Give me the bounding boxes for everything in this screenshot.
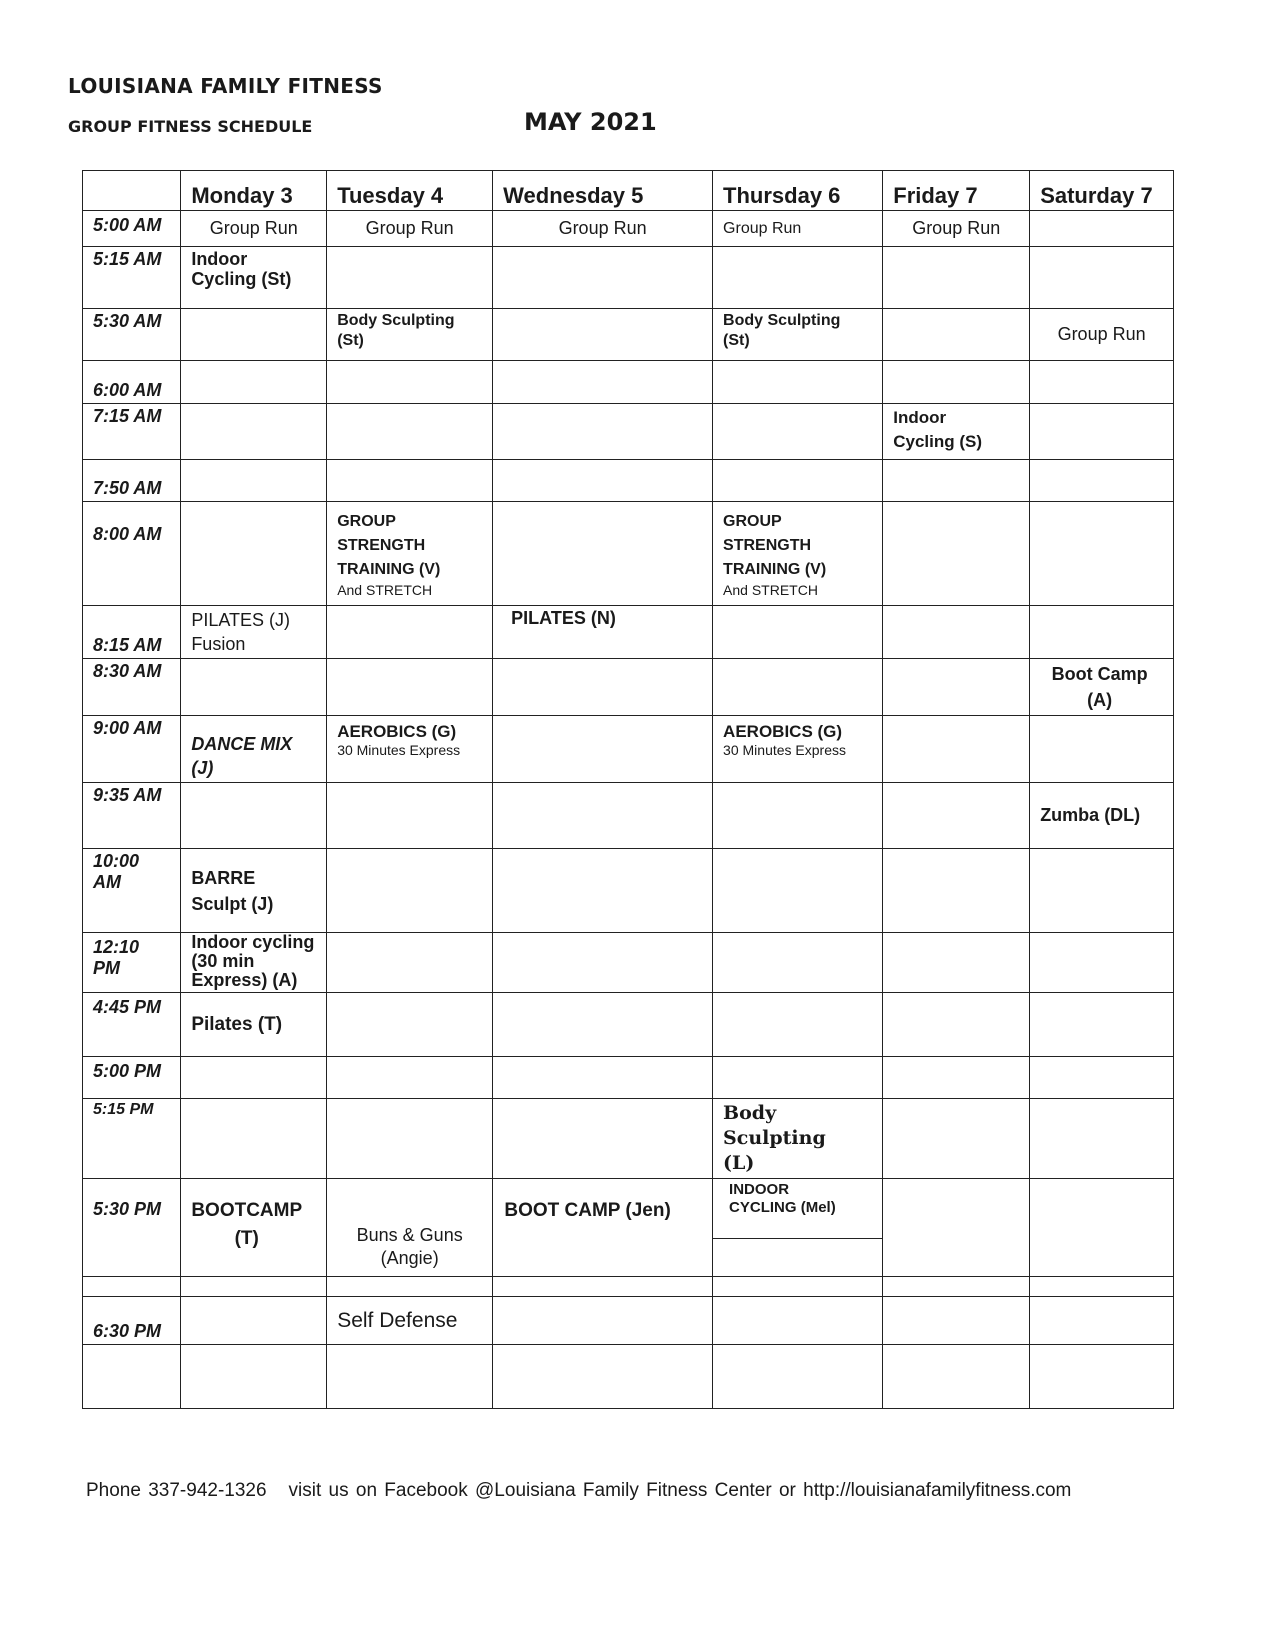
class-entry xyxy=(1030,1345,1174,1409)
time-row xyxy=(83,659,1174,716)
class-entry xyxy=(327,247,493,309)
class-entry: Body Sculpting (L) xyxy=(713,1099,883,1179)
class-entry: BOOT CAMP (Jen) xyxy=(493,1179,713,1277)
class-entry xyxy=(181,1297,327,1345)
class-note: And STRETCH xyxy=(337,582,433,598)
class-entry xyxy=(713,659,883,716)
class-entry xyxy=(883,716,1030,783)
class-entry xyxy=(493,993,713,1057)
class-entry: Body Sculpting (St) xyxy=(713,309,883,361)
time-label: 5:15 PM xyxy=(83,1099,181,1179)
time-label: 7:15 AM xyxy=(83,404,181,460)
class-entry xyxy=(1030,1057,1174,1099)
class-entry xyxy=(713,933,883,993)
class-entry: PILATES (J) Fusion xyxy=(181,606,327,659)
class-entry-block xyxy=(713,716,883,783)
social-link: visit us on Facebook @Louisiana Family Fitness Center or http://louisianafamilyfitness.com xyxy=(288,1480,1072,1501)
class-entry xyxy=(493,716,713,783)
class-entry: Group Run xyxy=(493,211,713,247)
class-entry xyxy=(327,659,493,716)
class-entry xyxy=(327,606,493,659)
class-entry: Group Run xyxy=(1030,309,1174,361)
time-row xyxy=(83,1277,1174,1297)
class-entry: Pilates (T) xyxy=(181,993,327,1057)
class-entry: GROUP STRENGTH TRAINING (V) xyxy=(337,513,441,578)
class-entry: Body Sculpting (St) xyxy=(327,309,493,361)
time-label: 5:30 AM xyxy=(83,309,181,361)
class-entry xyxy=(883,1277,1030,1297)
class-entry xyxy=(883,849,1030,933)
class-entry xyxy=(327,460,493,502)
day-header: Tuesday 4 xyxy=(327,171,493,211)
class-entry xyxy=(493,460,713,502)
class-note: 30 Minutes Express xyxy=(723,742,846,758)
class-entry xyxy=(493,783,713,849)
time-label: 8:00 AM xyxy=(83,502,181,606)
class-entry xyxy=(327,404,493,460)
time-row xyxy=(83,460,1174,502)
day-header: Thursday 6 xyxy=(713,171,883,211)
class-entry: Boot Camp (A) xyxy=(1030,659,1174,716)
class-entry xyxy=(883,993,1030,1057)
time-label: 9:35 AM xyxy=(83,783,181,849)
day-header: Saturday 7 xyxy=(1030,171,1174,211)
class-entry xyxy=(493,502,713,606)
class-entry xyxy=(181,404,327,460)
class-entry xyxy=(493,247,713,309)
class-entry xyxy=(883,247,1030,309)
day-header: Wednesday 5 xyxy=(493,171,713,211)
time-label: 4:45 PM xyxy=(83,993,181,1057)
class-entry xyxy=(883,361,1030,404)
time-label: 8:30 AM xyxy=(83,659,181,716)
class-entry-block xyxy=(713,1179,883,1277)
class-entry xyxy=(493,404,713,460)
class-entry xyxy=(493,933,713,993)
class-entry: PILATES (N) xyxy=(493,606,713,659)
schedule-month: MAY 2021 xyxy=(524,108,657,136)
class-entry xyxy=(493,1099,713,1179)
class-entry xyxy=(1030,1277,1174,1297)
class-entry xyxy=(713,1277,883,1297)
time-row xyxy=(83,606,1174,659)
class-entry xyxy=(181,361,327,404)
class-entry xyxy=(181,783,327,849)
class-entry xyxy=(713,1297,883,1345)
class-entry xyxy=(327,1345,493,1409)
class-entry-block xyxy=(713,502,883,606)
schedule-table xyxy=(82,170,1174,1409)
time-label: 6:30 PM xyxy=(83,1297,181,1345)
class-entry xyxy=(327,993,493,1057)
class-entry xyxy=(713,404,883,460)
class-entry xyxy=(327,1057,493,1099)
class-entry xyxy=(1030,993,1174,1057)
time-row xyxy=(83,1345,1174,1409)
class-entry xyxy=(883,1297,1030,1345)
class-entry xyxy=(883,933,1030,993)
class-entry xyxy=(713,606,883,659)
class-entry xyxy=(327,1099,493,1179)
class-entry: Self Defense xyxy=(327,1297,493,1345)
class-entry xyxy=(883,783,1030,849)
class-entry xyxy=(493,1297,713,1345)
class-entry: Indoor Cycling (S) xyxy=(883,404,1030,460)
class-entry: AEROBICS (G) xyxy=(723,722,843,741)
class-entry xyxy=(1030,716,1174,783)
class-entry xyxy=(327,361,493,404)
time-label: 9:00 AM xyxy=(83,716,181,783)
time-label: 8:15 AM xyxy=(83,606,181,659)
class-entry xyxy=(1030,849,1174,933)
class-entry xyxy=(1030,211,1174,247)
time-row xyxy=(83,502,1174,606)
class-entry xyxy=(883,309,1030,361)
class-entry xyxy=(493,659,713,716)
class-entry xyxy=(713,849,883,933)
class-entry xyxy=(883,1057,1030,1099)
time-label: 5:00 PM xyxy=(83,1057,181,1099)
class-entry-block xyxy=(327,502,493,606)
class-entry: Indoor cycling (30 min Express) (A) xyxy=(181,933,327,993)
class-entry: AEROBICS (G) xyxy=(337,722,457,741)
class-entry xyxy=(883,1099,1030,1179)
class-entry: Buns & Guns (Angie) xyxy=(327,1179,493,1277)
class-entry: DANCE MIX (J) xyxy=(181,716,327,783)
class-entry xyxy=(1030,933,1174,993)
class-entry xyxy=(181,1099,327,1179)
time-label: 5:00 AM xyxy=(83,211,181,247)
class-entry xyxy=(713,993,883,1057)
class-entry: GROUP STRENGTH TRAINING (V) xyxy=(723,513,827,578)
time-label: 12:10 PM xyxy=(83,933,181,993)
class-entry: Group Run xyxy=(327,211,493,247)
class-entry xyxy=(1030,1297,1174,1345)
schedule-subtitle: GROUP FITNESS SCHEDULE xyxy=(68,117,313,136)
class-entry xyxy=(713,783,883,849)
class-entry xyxy=(1030,606,1174,659)
class-entry xyxy=(1030,460,1174,502)
corner-cell xyxy=(83,171,181,211)
time-label xyxy=(83,1345,181,1409)
class-entry xyxy=(327,849,493,933)
class-entry xyxy=(883,606,1030,659)
organization-title: LOUISIANA FAMILY FITNESS xyxy=(68,74,383,98)
class-entry xyxy=(181,1345,327,1409)
day-header: Monday 3 xyxy=(181,171,327,211)
day-header: Friday 7 xyxy=(883,171,1030,211)
class-entry xyxy=(1030,404,1174,460)
class-note: And STRETCH xyxy=(723,582,818,598)
class-entry xyxy=(713,1345,883,1409)
time-row xyxy=(83,211,1174,247)
header-row xyxy=(83,171,1174,211)
class-entry xyxy=(1030,1099,1174,1179)
footer-contact xyxy=(86,1480,1071,1502)
time-row xyxy=(83,1057,1174,1099)
class-entry xyxy=(493,1277,713,1297)
time-row xyxy=(83,993,1174,1057)
class-entry: Group Run xyxy=(713,211,883,247)
class-entry: BARRE Sculpt (J) xyxy=(181,849,327,933)
class-entry xyxy=(493,1345,713,1409)
class-entry-block xyxy=(327,716,493,783)
class-entry: Indoor Cycling (St) xyxy=(181,247,327,309)
time-label: 5:15 AM xyxy=(83,247,181,309)
class-entry xyxy=(883,502,1030,606)
class-entry xyxy=(883,1345,1030,1409)
class-entry xyxy=(883,460,1030,502)
class-entry: INDOOR CYCLING (Mel) xyxy=(729,1181,836,1216)
time-row xyxy=(83,849,1174,933)
class-entry: Group Run xyxy=(181,211,327,247)
time-label xyxy=(83,1277,181,1297)
class-entry xyxy=(327,783,493,849)
time-label: 6:00 AM xyxy=(83,361,181,404)
class-entry xyxy=(883,1179,1030,1277)
class-entry xyxy=(713,460,883,502)
class-entry xyxy=(493,1057,713,1099)
time-row xyxy=(83,1297,1174,1345)
time-row xyxy=(83,716,1174,783)
class-note: 30 Minutes Express xyxy=(337,742,461,758)
class-entry xyxy=(713,361,883,404)
class-entry: BOOTCAMP (T) xyxy=(181,1179,327,1277)
class-entry: Zumba (DL) xyxy=(1030,783,1174,849)
time-row xyxy=(83,361,1174,404)
time-label: 5:30 PM xyxy=(83,1179,181,1277)
class-entry xyxy=(493,849,713,933)
class-entry xyxy=(327,1277,493,1297)
class-entry xyxy=(181,1057,327,1099)
class-entry xyxy=(181,309,327,361)
class-entry xyxy=(883,659,1030,716)
class-entry xyxy=(181,659,327,716)
phone-number: Phone 337-942-1326 xyxy=(86,1480,267,1501)
time-row xyxy=(83,247,1174,309)
time-label: 7:50 AM xyxy=(83,460,181,502)
class-entry xyxy=(1030,247,1174,309)
class-entry xyxy=(1030,502,1174,606)
time-row xyxy=(83,783,1174,849)
class-entry: Group Run xyxy=(883,211,1030,247)
class-entry-top xyxy=(713,1179,882,1239)
class-entry xyxy=(1030,361,1174,404)
class-entry xyxy=(327,933,493,993)
time-row xyxy=(83,404,1174,460)
time-row xyxy=(83,309,1174,361)
time-label: 10:00 AM xyxy=(83,849,181,933)
time-row xyxy=(83,933,1174,993)
time-row xyxy=(83,1099,1174,1179)
class-entry xyxy=(181,460,327,502)
class-entry xyxy=(1030,1179,1174,1277)
class-entry xyxy=(493,361,713,404)
class-entry xyxy=(713,247,883,309)
class-entry xyxy=(493,309,713,361)
class-entry xyxy=(181,502,327,606)
time-row xyxy=(83,1179,1174,1277)
class-entry xyxy=(181,1277,327,1297)
class-entry xyxy=(713,1057,883,1099)
